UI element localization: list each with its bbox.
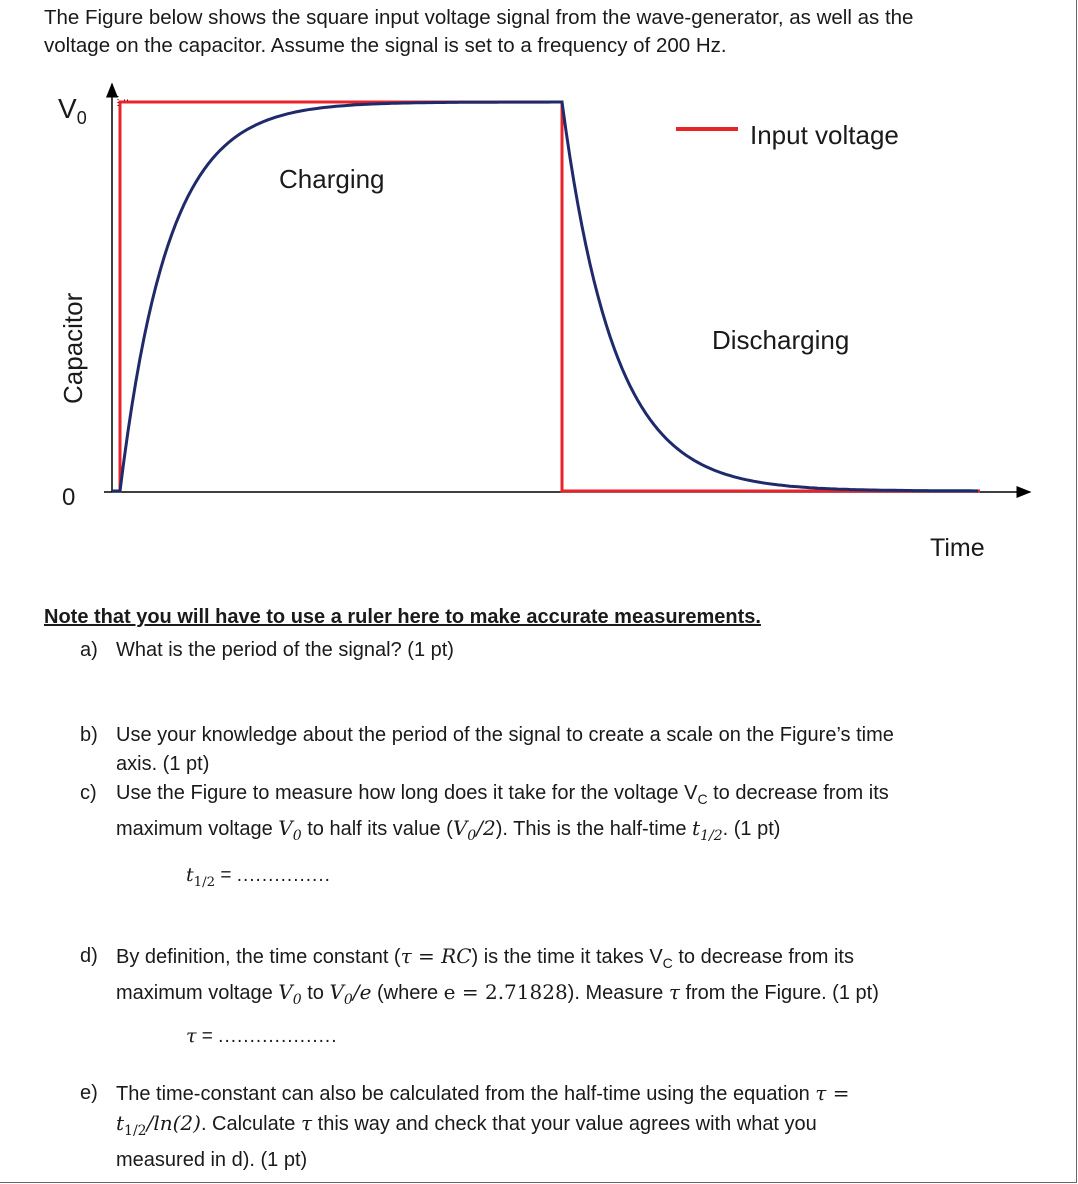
- y-zero-label: 0: [62, 484, 76, 511]
- question-c-text: Use the Figure to measure how long does it take for the voltage $V_C$ to decrease from its maximum voltage $V_0$ to half its value $(V_0/2)$. This is the half-time $t_{1/2}$. (1 pt): [116, 782, 889, 844]
- question-e: [80, 1079, 1030, 1169]
- half-time-answer-line[interactable]: $t_{1/2}$ = ...............: [186, 864, 331, 890]
- intro-line-1: The Figure below shows the square input voltage signal from the wave-generator, as well as the: [44, 6, 914, 29]
- question-a-label: a): [80, 639, 98, 661]
- question-c-label: c): [80, 782, 97, 804]
- legend-label: Input voltage: [750, 120, 899, 150]
- question-d-text: By definition, the time constant (τ = RC) is the time it takes $V_C$ to decrease from its maximum voltage $V_0$ to $V_0/e$ (where e = 2.71828). Measure τ from the Figure. (1 pt): [116, 944, 879, 1008]
- x-axis-label: Time: [930, 534, 985, 562]
- question-d: [80, 942, 1030, 1008]
- y-axis-label: Capacitor: [58, 292, 88, 404]
- question-e-label: e): [80, 1082, 98, 1104]
- note-instruction: Note that you will have to use a ruler here to make accurate measurements.: [44, 606, 761, 628]
- y-top-label: $V_0$: [58, 93, 87, 128]
- tau-answer-line[interactable]: τ = ...................: [186, 1025, 338, 1047]
- discharging-label: Discharging: [712, 325, 850, 355]
- question-c: [80, 779, 1030, 844]
- charging-label: Charging: [279, 164, 385, 194]
- question-b-text: Use your knowledge about the period of the signal to create a scale on the Figure’s time axis. (1 pt): [116, 724, 894, 775]
- question-a-text: What is the period of the signal? (1 pt): [116, 639, 454, 661]
- capacitor-voltage-curve: [112, 102, 978, 491]
- intro-line-2: voltage on the capacitor. Assume the signal is set to a frequency of 200 Hz.: [44, 34, 727, 57]
- question-a: [80, 636, 1030, 666]
- question-b-label: b): [80, 724, 98, 746]
- question-e-text: The time-constant can also be calculated from the half-time using the equation τ = $t_{1/2}/\ln(2)$. Calculate τ this way and check that your value agrees with what you measured in d). (1 pt): [116, 1081, 850, 1171]
- question-b: [80, 721, 1030, 781]
- input-voltage-line: [112, 102, 980, 491]
- question-d-label: d): [80, 945, 98, 967]
